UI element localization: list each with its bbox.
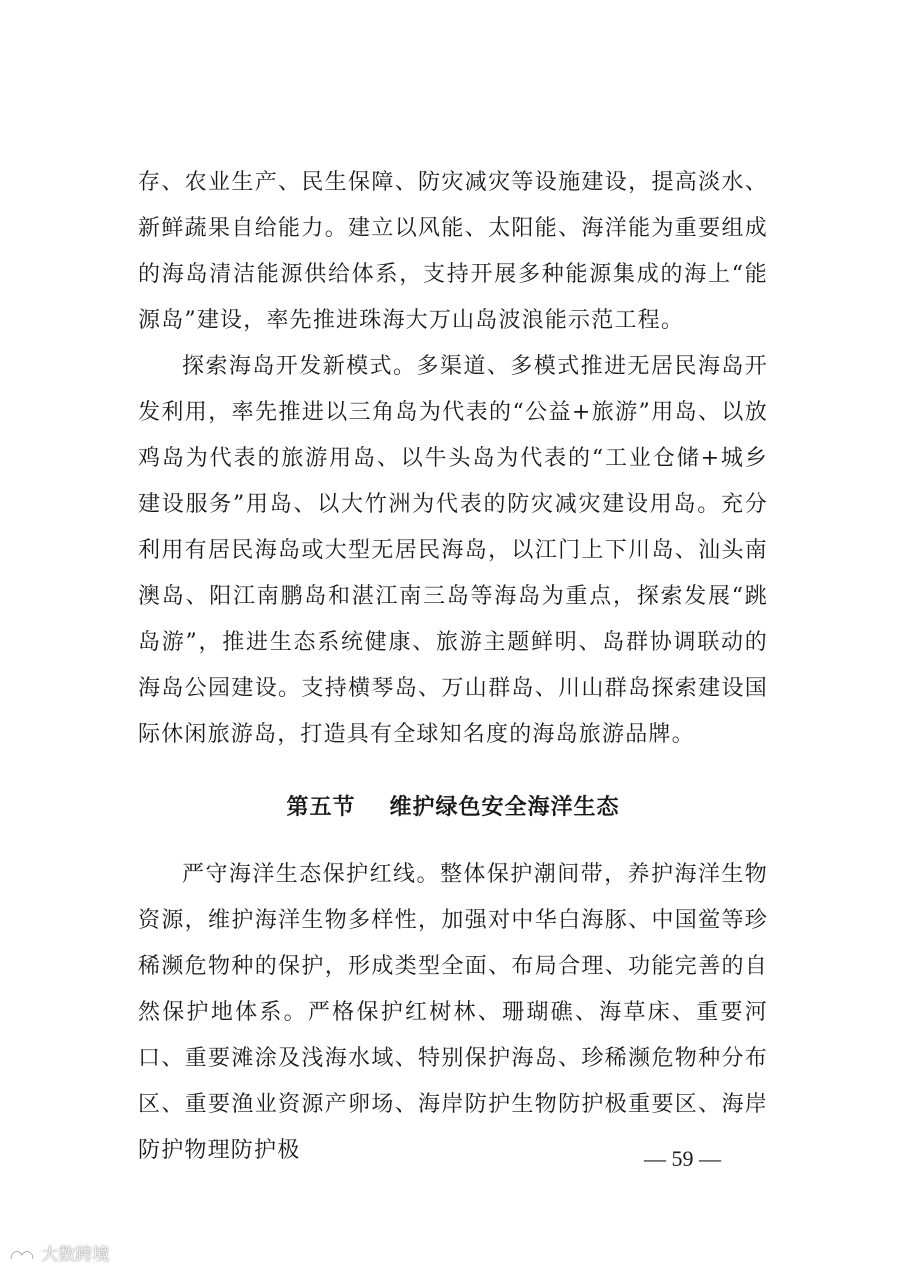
paragraph-ecological-redline [138,852,768,1174]
paragraph-island-development [138,344,768,758]
watermark [8,1240,109,1265]
section-number: 第五节 [286,795,356,820]
paragraph-lead-sentence: 探索海岛开发新模式。 [182,354,417,379]
paragraph-text: 整体保护潮间带，养护海洋生物资源，维护海洋生物多样性，加强对中华白海豚、中国鲎等珍稀濒危物种的保护，形成类型全面、布局合理、功能完善的自然保护地体系。严格保护红树林、珊瑚礁、海草床、重要河口、重要滩涂及浅海水域、特别保护海岛、珍稀濒危物种分布区、重要渔业资源产卵场、海岸防护生物防护极重要区、海岸防护物理防护极 [138,862,768,1163]
section-title-text: 维护绿色安全海洋生态 [389,795,620,820]
paragraph-lead-sentence: 严守海洋生态保护红线。 [182,862,440,887]
section-heading [138,788,768,828]
brand-logo-icon [8,1246,36,1264]
paragraph-energy-supply [138,160,768,344]
watermark-text: 大数跨境 [41,1245,110,1265]
paragraph-text: 存、农业生产、民生保障、防灾减灾等设施建设，提高淡水、新鲜蔬果自给能力。建立以风能、太阳能、海洋能为重要组成的海岛清洁能源供给体系，支持开展多种能源集成的海上“能源岛”建设，率先推进珠海大万山岛波浪能示范工程。 [138,170,768,333]
page-number: — 59 — [644,1146,721,1171]
paragraph-text: 多渠道、多模式推进无居民海岛开发利用，率先推进以三角岛为代表的“公益+旅游”用岛、以放鸡岛为代表的旅游用岛、以牛头岛为代表的“工业仓储+城乡建设服务”用岛、以大竹洲为代表的防灾减灾建设用岛。充分利用有居民海岛或大型无居民海岛，以江门上下川岛、汕头南澳岛、阳江南鹏岛和湛江南三岛等海岛为重点，探索发展“跳岛游”，推进生态系统健康、旅游主题鲜明、岛群协调联动的海岛公园建设。支持横琴岛、万山群岛、川山群岛探索建设国际休闲旅游岛，打造具有全球知名度的海岛旅游品牌。 [138,354,768,747]
document-body [138,160,768,1174]
